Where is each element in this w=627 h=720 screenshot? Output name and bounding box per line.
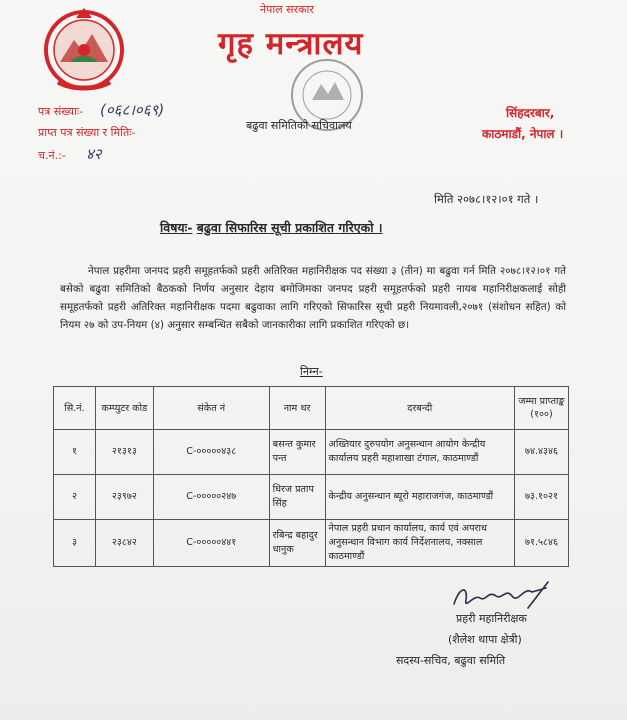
letter-number-label: पत्र संख्याः- (38, 105, 84, 118)
header-computer-code: कम्प्युटर कोड (95, 387, 153, 430)
cell-office: नेपाल प्रहरी प्रधान कार्यालय, कार्य एवं अपराध अनुसन्धान विभाग कार्य निर्देशनालय, नक्साल काठमाण्डौं (325, 520, 514, 567)
table-header-row (54, 387, 569, 430)
table-row (54, 520, 569, 567)
cell-sn: ३ (54, 520, 96, 567)
cell-sn: १ (54, 430, 96, 475)
header-name: नाम थर (269, 387, 325, 430)
subject-label: विषयः- (160, 220, 193, 235)
cell-symbol: C-०००००४३८ (153, 430, 269, 475)
list-heading: निम्न- (300, 365, 323, 378)
cell-code: २३८४२ (95, 520, 153, 567)
cell-office: केन्द्रीय अनुसन्धान ब्यूरो महाराजगंज, काठमाण्डौं (325, 475, 514, 520)
cell-name: बसन्त कुमार पन्त (269, 430, 325, 475)
cell-symbol: C-०००००२४७ (153, 475, 269, 520)
nepal-emblem-icon (40, 4, 128, 92)
cell-sn: २ (54, 475, 96, 520)
signatory-name: (शैलेश थापा क्षेत्री) (448, 633, 522, 646)
header-sn: सि.नं. (54, 387, 96, 430)
subject-text: बढुवा सिफारिस सूची प्रकाशित गरिएको । (196, 220, 383, 235)
header-office: दरबन्दी (325, 387, 514, 430)
cell-name: धिरज प्रताप सिंह (269, 475, 325, 520)
dispatch-number-value: ४२ (86, 145, 102, 163)
ministry-title: गृह मन्त्रालय (218, 26, 364, 62)
subject-line (160, 219, 383, 236)
address-line-2: काठमाडौं, नेपाल । (482, 127, 564, 141)
cell-office: अख्तियार दुरुपयोग अनुसन्धान आयोग केन्द्रीय कार्यालय प्रहरी महाशाखा टंगाल, काठमाण्डौं (325, 430, 514, 475)
body-paragraph: नेपाल प्रहरीमा जनपद प्रहरी समूहतर्फको प्रहरी अतिरिक्त महानिरीक्षक पद संख्या ३ (तीन) मा बढुवा गर्न मिति २०७८।१२।०१ गते बसेको बढुवा समितिको बैठकको निर्णय अनुसार देहाय बमोजिमका जनपद प्रहरी समूहतर्फको प्रहरी नायब महानिरीक्षकलाई सोही समूहतर्फको प्रहरी अतिरिक्त महानिरीक्षक पदमा बढुवाका लागि गरिएको सिफारिस सूची प्रहरी नियमावली,२०७१ (संशोधन सहित) को नियम २७ को उप-नियम (४) अनुसार सम्बन्धित सबैको जानकारीका लागि प्रकाशित गरिएको छ। (60, 265, 566, 331)
header-symbol-number: संकेत नं (153, 387, 269, 430)
cell-name: रबिन्द्र बहादुर धानुक (269, 520, 325, 567)
address-line-1: सिंहदरबार, (506, 106, 555, 120)
dispatch-number-label: च.नं.:- (38, 149, 66, 162)
letter-number-value: (०६८।०६९) (100, 101, 165, 119)
cell-marks: ७३.१०२१ (515, 475, 569, 520)
signatory-designation: प्रहरी महानिरीक्षक (456, 612, 527, 625)
cell-marks: ७४.४३४६ (515, 430, 569, 475)
received-letter-label: प्राप्त पत्र संख्या र मितिः- (38, 126, 136, 139)
signatory-role: सदस्य-सचिव, बढुवा समिति (396, 654, 506, 667)
cell-code: २१३१३ (95, 430, 153, 475)
cell-code: २३९७२ (95, 475, 153, 520)
government-label: नेपाल सरकार (260, 3, 314, 16)
committee-secretariat: बढुवा समितिको सचिवालय (246, 119, 352, 132)
table-row (54, 475, 569, 520)
cell-marks: ७१.५८४६ (515, 520, 569, 567)
cell-symbol: C-०००००४४१ (153, 520, 269, 567)
table-row (54, 430, 569, 475)
recommendation-table (53, 386, 569, 567)
header-total-marks: जम्मा प्राप्ताङ्क (१००) (515, 387, 569, 430)
letter-date: मिति २०७८।१२।०१ गते । (434, 192, 539, 206)
